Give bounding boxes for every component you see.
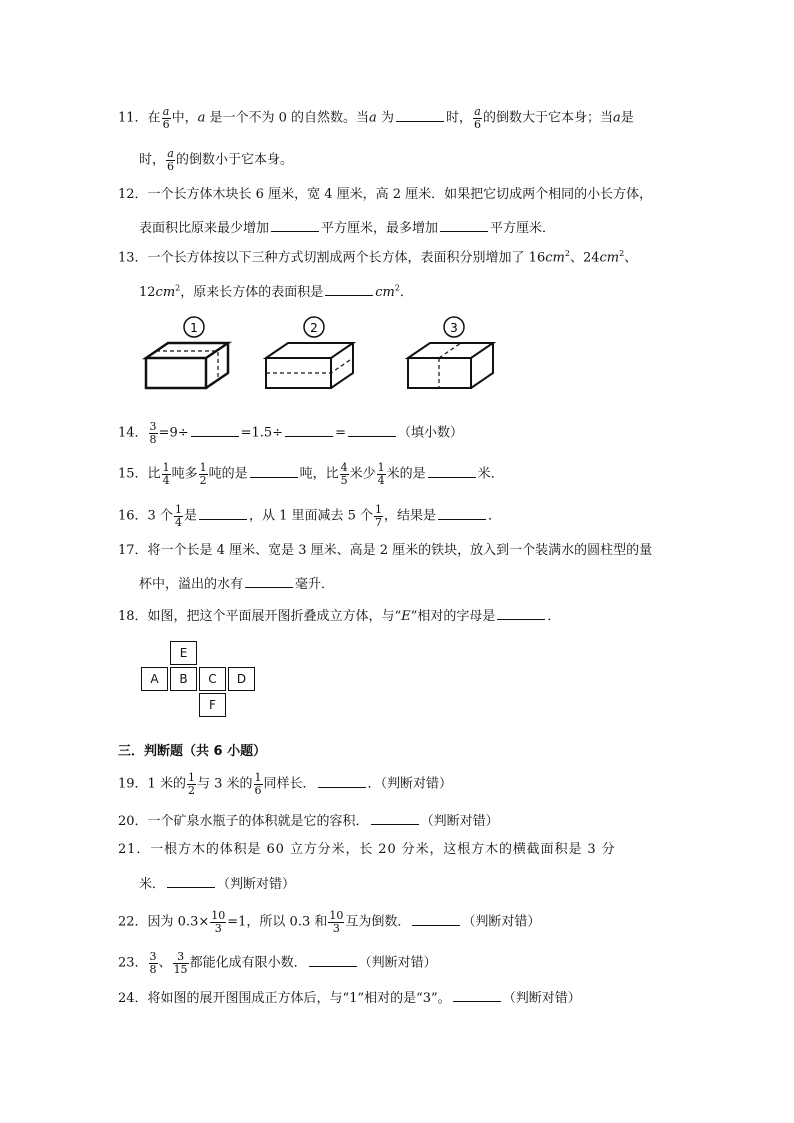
figure-2 — [266, 317, 353, 388]
fraction: $\frac{a}{6}$ — [473, 105, 481, 131]
question-11-line2: 时， $\frac{a}{6}$ 的倒数小于它本身。 — [139, 147, 294, 173]
fraction: $\frac{3}{8}$ — [149, 420, 157, 446]
question-15: 15．比 $\frac{1}{4}$ 吨多 $\frac{1}{2}$ 吨的是 吨，比 $\frac{4}{5}$ 米少 $\frac{1}{4}$ 米的是 米． — [118, 461, 504, 487]
answer-blank[interactable] — [167, 875, 215, 888]
section-heading: 三．判断题（共 6 小题） — [118, 744, 267, 759]
cuboid-cut-figures — [138, 313, 498, 393]
question-19: 19．1 米的 $\frac{1}{2}$ 与 3 米的 $\frac{1}{6}$ 同样长． ．（判断对错） — [118, 771, 453, 797]
cube-net — [141, 641, 257, 719]
answer-blank[interactable] — [245, 575, 293, 588]
fraction: $\frac{1}{4}$ — [377, 461, 385, 487]
net-cell-c: C — [199, 667, 226, 691]
fraction: $\frac{1}{2}$ — [199, 461, 207, 487]
fraction: $\frac{a}{6}$ — [162, 105, 170, 131]
fraction: $\frac{a}{6}$ — [167, 147, 175, 173]
net-cell-e: E — [170, 641, 197, 665]
question-11: 11．在 $\frac{a}{6}$ 中，a 是一个不为 0 的自然数。当a 为 时， $\frac{a}{6}$ 的倒数大于它本身；当a是 — [118, 105, 634, 131]
answer-blank[interactable] — [428, 465, 476, 478]
fraction: $\frac{10}{3}$ — [329, 909, 344, 935]
question-12: 12．一个长方体木块长 6 厘米，宽 4 厘米，高 2 厘米．如果把它切成两个相同的小长方体， — [118, 187, 653, 202]
fraction: $\frac{1}{2}$ — [187, 771, 195, 797]
question-22: 22．因为 0.3× $\frac{10}{3}$ =1，所以 0.3 和 $\frac{10}{3}$ 互为倒数． （判断对错） — [118, 909, 541, 935]
question-21: 21．一根方木的体积是 60 立方分米，长 20 分米，这根方木的横截面积是 3 分 — [118, 842, 616, 857]
fraction: $\frac{4}{5}$ — [340, 461, 348, 487]
svg-text:2: 2 — [310, 321, 318, 335]
net-cell-f: F — [199, 693, 226, 717]
fraction: $\frac{1}{4}$ — [162, 461, 170, 487]
answer-blank[interactable] — [250, 465, 298, 478]
answer-blank[interactable] — [497, 607, 545, 620]
question-12-line2: 表面积比原来最少增加 平方厘米，最多增加 平方厘米． — [139, 221, 556, 236]
answer-blank[interactable] — [453, 989, 501, 1002]
question-18: 18．如图，把这个平面展开图折叠成立方体，与“E”相对的字母是 ． — [118, 609, 561, 624]
answer-blank[interactable] — [271, 219, 319, 232]
fraction: $\frac{10}{3}$ — [211, 909, 226, 935]
question-20: 20．一个矿泉水瓶子的体积就是它的容积． （判断对错） — [118, 814, 499, 829]
answer-blank[interactable] — [438, 507, 486, 520]
answer-blank[interactable] — [285, 424, 333, 437]
question-17: 17．将一个长是 4 厘米、宽是 3 厘米、高是 2 厘米的铁块，放入到一个装满水的圆柱型的量 — [118, 543, 653, 558]
net-cell-b: B — [170, 667, 197, 691]
fraction: $\frac{1}{4}$ — [174, 503, 182, 529]
svg-text:1: 1 — [190, 321, 198, 335]
question-24: 24．将如图的展开图围成正方体后，与“1”相对的是“3”。 （判断对错） — [118, 991, 581, 1006]
net-cell-d: D — [228, 667, 255, 691]
fraction: $\frac{1}{7}$ — [375, 503, 383, 529]
question-23: 23． $\frac{3}{8}$ 、 $\frac{3}{15}$ 都能化成有限小数． （判断对错） — [118, 950, 437, 976]
answer-blank[interactable] — [371, 812, 419, 825]
fraction: $\frac{3}{15}$ — [173, 950, 188, 976]
answer-blank[interactable] — [318, 775, 366, 788]
answer-blank[interactable] — [348, 424, 396, 437]
question-14: 14． $\frac{3}{8}$ =9÷ =1.5÷ = （填小数） — [118, 420, 463, 446]
answer-blank[interactable] — [396, 109, 444, 122]
answer-blank[interactable] — [440, 219, 488, 232]
answer-blank[interactable] — [325, 283, 373, 296]
answer-blank[interactable] — [412, 913, 460, 926]
fraction: $\frac{1}{6}$ — [254, 771, 262, 797]
answer-blank[interactable] — [199, 507, 247, 520]
answer-blank[interactable] — [191, 424, 239, 437]
question-17-line2: 杯中，溢出的水有 毫升． — [139, 577, 335, 592]
question-21-line2: 米． （判断对错） — [139, 877, 296, 892]
figure-1 — [146, 317, 228, 388]
question-13-line2: $12cm^2$，原来长方体的表面积是 $cm^2$． — [139, 283, 413, 300]
figure-3 — [408, 317, 493, 388]
net-cell-a: A — [141, 667, 168, 691]
question-16: 16．3 个 $\frac{1}{4}$ 是 ，从 1 里面减去 5 个 $\frac{1}{7}$ ，结果是 ． — [118, 503, 502, 529]
fraction: $\frac{3}{8}$ — [149, 950, 157, 976]
answer-blank[interactable] — [309, 954, 357, 967]
svg-text:3: 3 — [450, 321, 458, 335]
question-13: 13．一个长方体按以下三种方式切割成两个长方体，表面积分别增加了 $16cm^2$、$24cm^2$、 — [118, 249, 638, 266]
